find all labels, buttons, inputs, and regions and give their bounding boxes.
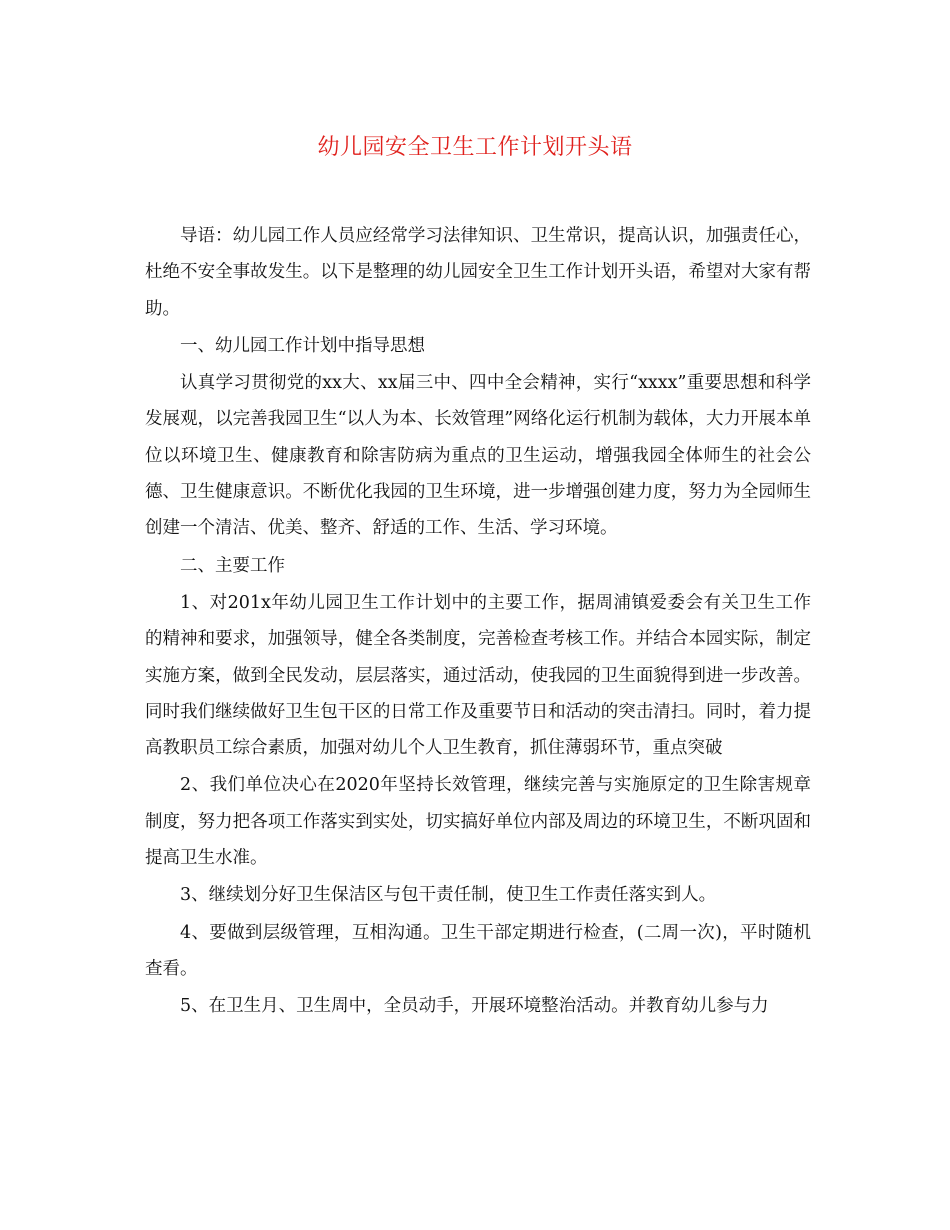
paragraph-guiding-ideology: 认真学习贯彻党的xx大、xx届三中、四中全会精神，实行“xxxx”重要思想和科学发展观，以完善我园卫生“以人为本、长效管理”网络化运行机制为载体，大力开展本单位以环境卫生、健康教育和除害防病为重点的卫生运动，增强我园全体师生的社会公德、卫生健康意识。不断优化我园的卫生环境，进一步增强创建力度，努力为全园师生创建一个清洁、优美、整齐、舒适的工作、生活、学习环境。	[145, 373, 811, 539]
paragraph-intro: 导语：幼儿园工作人员应经常学习法律知识、卫生常识，提高认识，加强责任心，杜绝不安全事故发生。以下是整理的幼儿园安全卫生工作计划开头语，希望对大家有帮助。	[145, 226, 811, 319]
document-title: 幼儿园安全卫生工作计划开头语	[317, 135, 633, 160]
paragraph-item-2: 2、我们单位决心在2020年坚持长效管理，继续完善与实施原定的卫生除害规章制度，努力把各项工作落实到实处，切实搞好单位内部及周边的环境卫生，不断巩固和提高卫生水准。	[145, 775, 811, 869]
paragraph-item-4: 4、要做到层级管理，互相沟通。卫生干部定期进行检查，(二周一次)，平时随机查看。	[145, 922, 811, 979]
heading-main-work: 二、主要工作	[180, 555, 285, 576]
paragraph-item-1: 1、对201x年幼儿园卫生工作计划中的主要工作，据周浦镇爱委会有关卫生工作的精神和要求，加强领导，健全各类制度，完善检查考核工作。并结合本园实际，制定实施方案，做到全民发动，层层落实，通过活动，使我园的卫生面貌得到进一步改善。同时我们继续做好卫生包干区的日常工作及重要节日和活动的突击清扫。同时，着力提高教职员工综合素质，加强对幼儿个人卫生教育，抓住薄弱环节，重点突破	[145, 592, 811, 759]
document-body	[145, 218, 811, 1026]
heading-guiding-ideology: 一、幼儿园工作计划中指导思想	[180, 335, 425, 356]
paragraph-item-5: 5、在卫生月、卫生周中，全员动手，开展环境整治活动。并教育幼儿参与力	[180, 996, 769, 1017]
paragraph-item-3: 3、继续划分好卫生保洁区与包干责任制，使卫生工作责任落实到人。	[180, 885, 717, 906]
